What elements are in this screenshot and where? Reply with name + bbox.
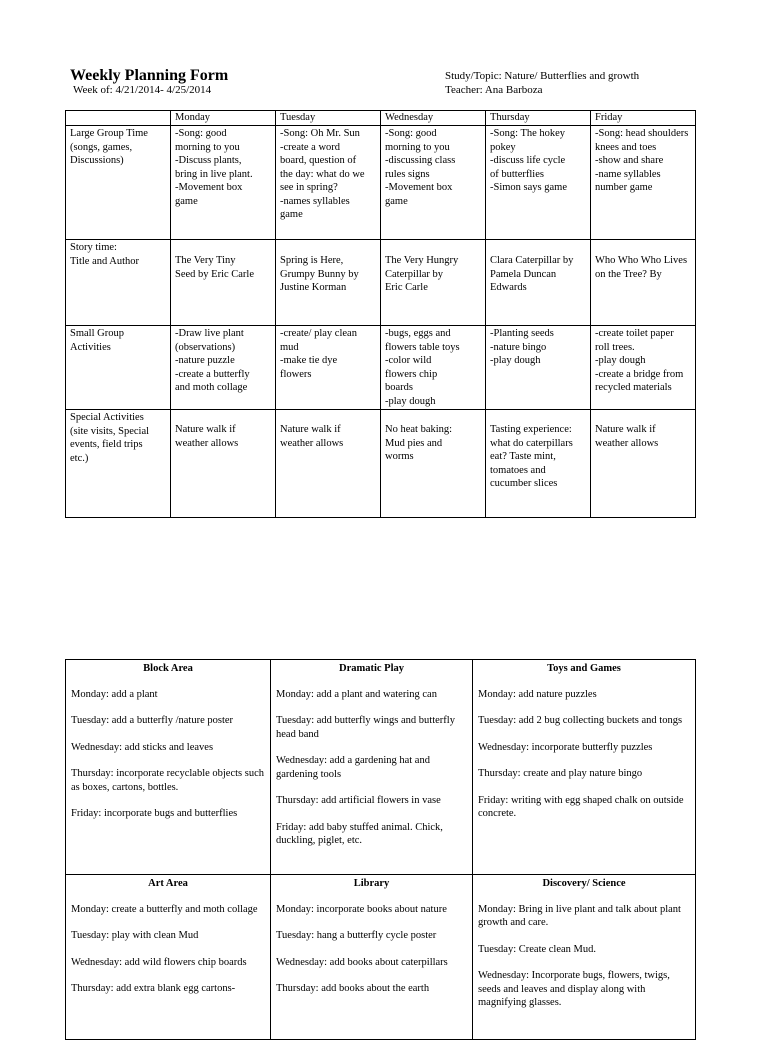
- story-time-row: [66, 240, 696, 326]
- row-label-small-group: Small Group Activities: [66, 326, 171, 410]
- plan-cell: Nature walk if weather allows: [276, 410, 381, 518]
- row-label-special-activities: Special Activities (site visits, Special events, field trips etc.): [66, 410, 171, 518]
- day-header-wednesday: Wednesday: [381, 111, 486, 126]
- center-item: Monday: add nature puzzles: [478, 688, 597, 700]
- center-art-area: [66, 875, 271, 1040]
- center-toys-and-games: [473, 660, 696, 875]
- center-dramatic-play: [271, 660, 473, 875]
- teacher-label: Teacher: Ana Barboza: [445, 84, 543, 96]
- center-item: Monday: add a plant: [71, 688, 158, 700]
- plan-cell: -Song: The hokey pokey -discuss life cycle of butterflies -Simon says game: [486, 126, 591, 240]
- plan-cell: -Draw live plant (observations) -nature puzzle -create a butterfly and moth collage: [171, 326, 276, 410]
- day-header-tuesday: Tuesday: [276, 111, 381, 126]
- center-title: Discovery/ Science: [542, 878, 626, 889]
- center-item: Tuesday: hang a butterfly cycle poster: [276, 930, 437, 941]
- center-item: Friday: writing with egg shaped chalk on outside concrete.: [478, 794, 684, 819]
- corner-cell: [66, 111, 171, 126]
- center-item: Thursday: incorporate recyclable objects such as boxes, cartons, bottles.: [71, 768, 265, 793]
- centers-row: [66, 660, 696, 875]
- center-item: Wednesday: add sticks and leaves: [71, 741, 214, 753]
- plan-cell: Nature walk if weather allows: [591, 410, 696, 518]
- plan-cell: -Song: good morning to you -discussing class rules signs -Movement box game: [381, 126, 486, 240]
- center-item: Wednesday: add wild flowers chip boards: [71, 956, 247, 968]
- weekly-plan-table: [65, 110, 696, 518]
- center-item: Tuesday: play with clean Mud: [71, 930, 199, 941]
- page-title: Weekly Planning Form: [70, 67, 229, 84]
- week-of-label: Week of: 4/21/2014- 4/25/2014: [73, 84, 212, 96]
- plan-cell: -Song: Oh Mr. Sun -create a word board, question of the day: what do we see in spring? -names syllables game: [276, 126, 381, 240]
- special-activities-row: [66, 410, 696, 518]
- center-item: Thursday: add artificial flowers in vase: [276, 795, 441, 806]
- center-item: Tuesday: add 2 bug collecting buckets and tongs: [478, 715, 683, 726]
- center-item: Tuesday: add butterfly wings and butterfly head band: [276, 715, 455, 740]
- plan-cell: -bugs, eggs and flowers table toys -color wild flowers chip boards -play dough: [381, 326, 486, 410]
- plan-cell: -Planting seeds -nature bingo -play dough: [486, 326, 591, 410]
- center-item: Friday: add baby stuffed animal. Chick, duckling, piglet, etc.: [276, 821, 443, 846]
- center-item: Friday: incorporate bugs and butterflies: [71, 808, 238, 819]
- center-title: Library: [353, 878, 390, 889]
- center-item: Thursday: add books about the earth: [276, 983, 430, 994]
- center-library: [271, 875, 473, 1040]
- plan-cell: Tasting experience: what do caterpillars eat? Taste mint, tomatoes and cucumber slices: [486, 410, 591, 518]
- plan-cell: Clara Caterpillar by Pamela Duncan Edwards: [486, 240, 591, 326]
- plan-cell: Who Who Who Lives on the Tree? By: [591, 240, 696, 326]
- center-item: Monday: add a plant and watering can: [276, 688, 437, 700]
- plan-cell: -create/ play clean mud -make tie dye flowers: [276, 326, 381, 410]
- plan-cell: Spring is Here, Grumpy Bunny by Justine Korman: [276, 240, 381, 326]
- center-item: Wednesday: incorporate butterfly puzzles: [478, 741, 653, 753]
- plan-cell: The Very Tiny Seed by Eric Carle: [171, 240, 276, 326]
- center-title: Dramatic Play: [338, 663, 405, 674]
- center-item: Monday: create a butterfly and moth collage: [71, 903, 258, 915]
- center-item: Wednesday: Incorporate bugs, flowers, twigs, seeds and leaves and display along with magnifying glasses.: [478, 970, 670, 1008]
- row-label-story-time: Story time: Title and Author: [66, 240, 171, 326]
- center-block-area: [66, 660, 271, 875]
- day-header-friday: Friday: [591, 111, 696, 126]
- center-item: Tuesday: Create clean Mud.: [478, 943, 597, 955]
- large-group-row: [66, 126, 696, 240]
- center-title: Block Area: [143, 663, 193, 674]
- center-item: Thursday: create and play nature bingo: [478, 768, 643, 779]
- small-group-row: [66, 326, 696, 410]
- plan-cell: Nature walk if weather allows: [171, 410, 276, 518]
- center-item: Wednesday: add books about caterpillars: [276, 956, 448, 968]
- plan-cell: No heat baking: Mud pies and worms: [381, 410, 486, 518]
- center-title: Art Area: [148, 878, 188, 889]
- center-item: Monday: Bring in live plant and talk about plant growth and care.: [478, 903, 681, 928]
- plan-cell: The Very Hungry Caterpillar by Eric Carle: [381, 240, 486, 326]
- centers-row: [66, 875, 696, 1040]
- plan-cell: -Song: good morning to you -Discuss plants, bring in live plant. -Movement box game: [171, 126, 276, 240]
- center-item: Tuesday: add a butterfly /nature poster: [71, 715, 234, 726]
- day-header-monday: Monday: [171, 111, 276, 126]
- center-item: Wednesday: add a gardening hat and gardening tools: [276, 755, 430, 780]
- day-header-thursday: Thursday: [486, 111, 591, 126]
- row-label-large-group: Large Group Time (songs, games, Discussions): [66, 126, 171, 240]
- center-discovery-science: [473, 875, 696, 1040]
- study-topic-label: Study/Topic: Nature/ Butterflies and growth: [445, 70, 640, 82]
- center-item: Monday: incorporate books about nature: [276, 903, 447, 915]
- center-item: Thursday: add extra blank egg cartons-: [71, 983, 236, 994]
- plan-cell: -Song: head shoulders knees and toes -show and share -name syllables number game: [591, 126, 696, 240]
- day-header-row: [66, 111, 696, 126]
- center-title: Toys and Games: [547, 663, 621, 674]
- learning-centers-table: [65, 659, 696, 1040]
- plan-cell: -create toilet paper roll trees. -play dough -create a bridge from recycled materials: [591, 326, 696, 410]
